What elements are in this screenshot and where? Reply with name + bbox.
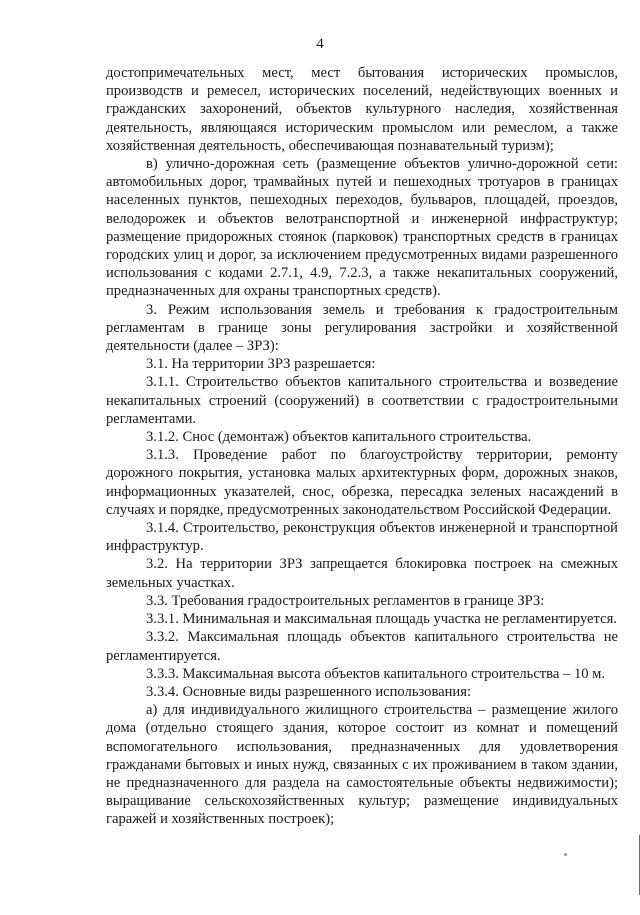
paragraph-section-3: 3. Режим использования земель и требования к градостроительным регламентам в границе зоны регулирования застройки и хозяйственной деятельности (далее – ЗРЗ): (106, 301, 618, 355)
paragraph-item-v: в) улично-дорожная сеть (размещение объектов улично-дорожной сети: автомобильных дорог, трамвайных путей и пешеходных тротуаров в границах населенных пунктов, пешеходных переходов, бульваров, площадей, проездов, велодорожек и объектов велотранспортной и инженерной инфраструктур; размещение придорожных стоянок (парковок) транспортных средств в границах городских улиц и дорог, за исключением предусмотренных видами разрешенного использования с кодами 2.7.1, 4.9, 7.2.3, а также некапитальных сооружений, предназначенных для охраны транспортных средств). (106, 156, 618, 300)
paragraph-3-1-1: 3.1.1. Строительство объектов капитального строительства и возведение некапитальных строений (сооружений) в соответствии с градостроительными регламентами. (106, 374, 618, 427)
document-body (106, 64, 618, 829)
paragraph-3-3-1: 3.3.1. Минимальная и максимальная площадь участка не регламентируется. (146, 611, 617, 628)
paragraph-3-3: 3.3. Требования градостроительных регламентов в границе ЗРЗ: (146, 592, 545, 609)
paragraph-continuation: достопримечательных мест, мест бытования исторических промыслов, производств и ремесел, исторических поселений, недействующих военных и гражданских захоронений, объектов культурного наследия, хозяйственная деятельность, являющаяся историческим промыслом или ремеслом, а также хозяйственная деятельность, обеспечивающая познавательный туризм); (106, 65, 618, 154)
paragraph-item-a: а) для индивидуального жилищного строительства – размещение жилого дома (отдельно стоящего здания, которое состоит из комнат и помещений вспомогательного использования, предназначенных для удовлетворения гражданами бытовых и иных нужд, связанных с их проживанием в таком здании, не предназначенного для раздела на самостоятельные объекты недвижимости); выращивание сельскохозяйственных культур; размещение индивидуальных гаражей и хозяйственных построек); (106, 702, 618, 828)
paragraph-3-3-4: 3.3.4. Основные виды разрешенного использования: (146, 683, 472, 700)
scan-speck (564, 853, 567, 856)
paragraph-3-1: 3.1. На территории ЗРЗ разрешается: (146, 356, 376, 373)
paragraph-3-3-3: 3.3.3. Максимальная высота объектов капитального строительства – 10 м. (146, 665, 606, 682)
paragraph-3-1-2: 3.1.2. Снос (демонтаж) объектов капитального строительства. (146, 429, 532, 446)
paragraph-3-2: 3.2. На территории ЗРЗ запрещается блокировка построек на смежных земельных участках. (106, 556, 618, 591)
paragraph-3-1-3: 3.1.3. Проведение работ по благоустройству территории, ремонту дорожного покрытия, установка малых архитектурных форм, дорожных знаков, информационных указателей, снос, обрезка, пересадка зеленых насаждений в случаях и порядке, предусмотренных законодательством Российской Федерации. (106, 447, 618, 518)
paragraph-3-3-2: 3.3.2. Максимальная площадь объектов капитального строительства не регламентируется. (106, 629, 618, 664)
paragraph-3-1-4: 3.1.4. Строительство, реконструкция объектов инженерной и транспортной инфраструктур. (106, 520, 618, 555)
page-number: 4 (316, 36, 324, 52)
